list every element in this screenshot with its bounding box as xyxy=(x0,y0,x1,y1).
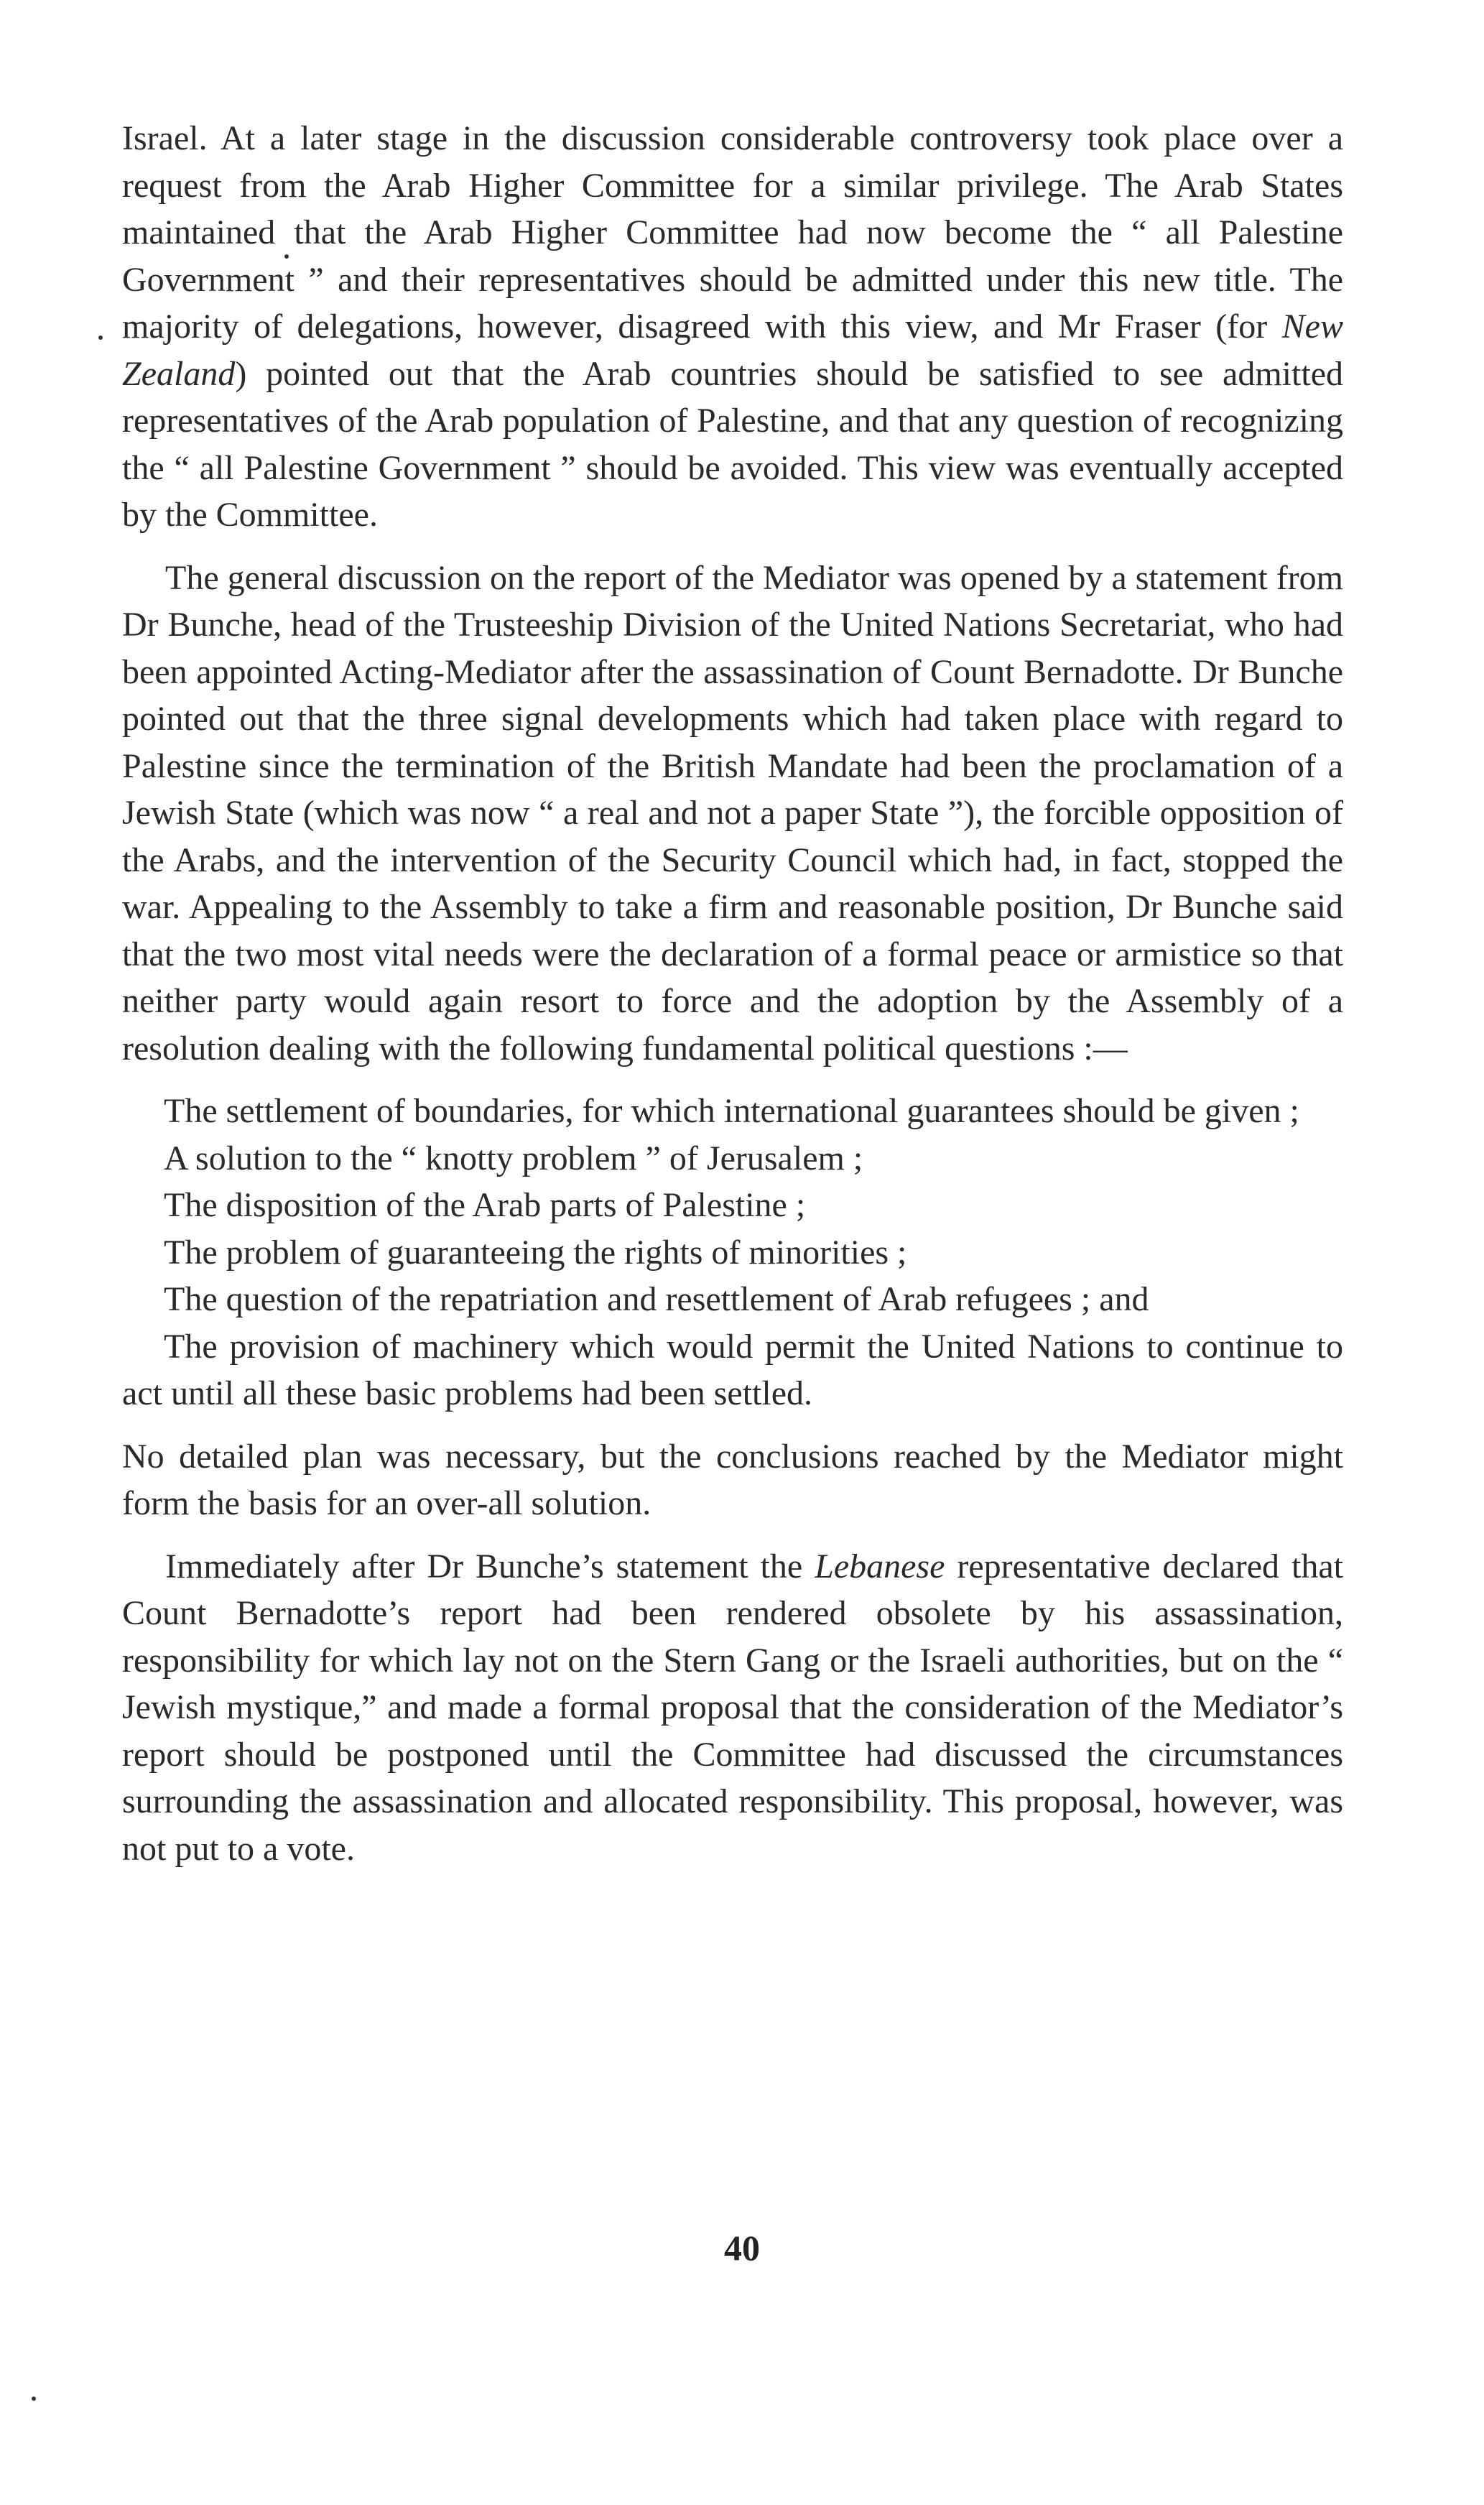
list-item: The settlement of boundaries, for which international guarantees should be given ; xyxy=(164,1092,1299,1130)
paragraph-1-text-a: Israel. At a later stage in the discussion considerable controversy took place over a request from the Arab Higher Committee for a similar privilege. The Arab States maintained that the Arab Higher Committee had now become the “ all Palestine Government ” and their representatives should be admitted under this new title. The majority of delegations, however, disagreed with this view, and Mr Fraser (for xyxy=(122,119,1343,346)
list-item: A solution to the “ knotty problem ” of Jerusalem ; xyxy=(164,1139,863,1177)
paragraph-4 xyxy=(122,1543,1343,1873)
paragraph-4-text-b: representative declared that Count Bernadotte’s report had been rendered obsolete by his assassination, responsibility for which lay not on the Stern Gang or the Israeli authorities, but on the “ Jewish mystique,” and made a formal proposal that the consideration of the Mediator’s report should be postponed until the Committee had discussed the circumstances surrounding the assassination and allocated responsibility. This proposal, however, was not put to a vote. xyxy=(122,1547,1343,1868)
page-number: 40 xyxy=(724,2228,760,2268)
paragraph-1-italic: New Zealand xyxy=(122,307,1343,393)
ink-mark xyxy=(32,2397,36,2401)
ink-mark xyxy=(284,254,289,259)
paragraph-4-italic: Lebanese xyxy=(815,1547,945,1585)
list-item: The problem of guaranteeing the rights of minorities ; xyxy=(164,1233,907,1272)
ink-mark xyxy=(98,335,103,340)
paragraph-3: No detailed plan was necessary, but the conclusions reached by the Mediator might form the basis for an over-all solution. xyxy=(122,1437,1343,1522)
paragraph-1-text-b: ) pointed out that the Arab countries should be satisfied to see admitted representatives of the Arab population of Palestine, and that any question of recognizing the “ all Palestine Government ” should be avoided. This view was eventually accepted by the Committee. xyxy=(122,354,1343,534)
page-body xyxy=(122,115,1343,1888)
list-item: The provision of machinery which would permit the United Nations to continue to act until all these basic problems had been settled. xyxy=(122,1327,1343,1412)
list-item: The disposition of the Arab parts of Palestine ; xyxy=(164,1186,806,1224)
list-item: The question of the repatriation and resettlement of Arab refugees ; and xyxy=(164,1280,1149,1318)
political-questions-list xyxy=(122,1088,1343,1417)
paragraph-1 xyxy=(122,115,1343,539)
paragraph-4-text-a: Immediately after Dr Bunche’s statement the xyxy=(165,1547,815,1585)
paragraph-2: The general discussion on the report of the Mediator was opened by a statement from Dr Bunche, head of the Trusteeship Division of the United Nations Secretariat, who had been appointed Acting-Mediator after the assassination of Count Bernadotte. Dr Bunche pointed out that the three signal developments which had taken place with regard to Palestine since the termination of the British Mandate had been the proclamation of a Jewish State (which was now “ a real and not a paper State ”), the forcible opposition of the Arabs, and the intervention of the Security Council which had, in fact, stopped the war. Appealing to the Assembly to take a firm and reasonable position, Dr Bunche said that the two most vital needs were the declaration of a formal peace or armistice so that neither party would again resort to force and the adoption by the Assembly of a resolution dealing with the following fundamental political questions :— xyxy=(122,558,1343,1068)
